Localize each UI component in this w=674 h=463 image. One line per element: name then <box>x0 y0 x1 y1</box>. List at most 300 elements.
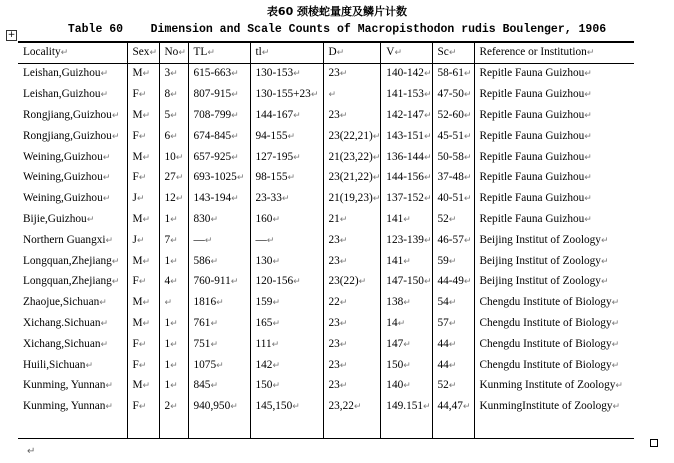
table-row <box>18 230 634 251</box>
table-cell <box>323 85 381 106</box>
cell-value: 144-167 <box>255 108 294 121</box>
cell-value: 23(22,21) <box>328 129 373 142</box>
cell-end-mark-icon: ↵ <box>60 48 69 58</box>
table-cell <box>432 85 474 106</box>
table-cell <box>432 397 474 418</box>
cell-value: F <box>132 88 139 101</box>
cell-end-mark-icon: ↵ <box>216 298 224 309</box>
table-row <box>18 376 634 397</box>
cell-value: 127-195 <box>255 150 294 163</box>
table-cell <box>432 126 474 147</box>
cell-end-mark-icon: ↵ <box>178 48 186 58</box>
cell-end-mark-icon: ↵ <box>272 298 280 309</box>
table-cell <box>18 126 127 147</box>
cell-end-mark-icon: ↵ <box>261 48 270 58</box>
cell-value: Repitle Fauna Guizhou <box>479 88 585 101</box>
cell-value: 50-58 <box>437 150 464 163</box>
cell-end-mark-icon: ↵ <box>142 256 151 267</box>
cell-end-mark-icon: ↵ <box>339 339 348 350</box>
cell-end-mark-icon: ↵ <box>170 360 178 371</box>
cell-value: Repitle Fauna Guizhou <box>479 150 585 163</box>
cell-value: Weining,Guizhou <box>23 192 103 205</box>
column-header <box>159 42 188 64</box>
cell-end-mark-icon: ↵ <box>358 277 367 288</box>
cell-value: 57 <box>437 316 449 329</box>
table-cell <box>188 376 250 397</box>
cell-value: 44 <box>437 358 449 371</box>
cell-end-mark-icon: ↵ <box>339 256 348 267</box>
table-cell <box>323 210 381 231</box>
cell-value: 586 <box>193 254 211 267</box>
table-cell <box>474 397 634 418</box>
cell-value: 45-51 <box>437 129 464 142</box>
table-cell <box>381 230 432 251</box>
table-cell-empty <box>474 418 634 439</box>
table-cell <box>323 64 381 85</box>
table-cell <box>250 314 323 335</box>
column-header-label: tl <box>255 46 262 58</box>
cell-end-mark-icon: ↵ <box>423 194 432 205</box>
cell-value: 12 <box>164 192 176 205</box>
cell-end-mark-icon: ↵ <box>584 194 592 205</box>
cell-value: 4 <box>164 275 171 288</box>
table-cell-empty <box>188 418 250 439</box>
cell-value: 142-147 <box>386 108 424 121</box>
table-row <box>18 334 634 355</box>
table-cell <box>474 230 634 251</box>
cell-end-mark-icon: ↵ <box>339 69 348 80</box>
column-header-label: Locality <box>23 46 61 58</box>
table-cell <box>474 85 634 106</box>
table-cell <box>381 147 432 168</box>
cell-end-mark-icon: ↵ <box>111 110 120 121</box>
table-cell <box>18 293 127 314</box>
cell-value: — <box>193 233 205 246</box>
cell-value: M <box>132 150 143 163</box>
column-header <box>474 42 634 64</box>
table-row <box>18 85 634 106</box>
cell-value: 142 <box>255 358 273 371</box>
cell-value: F <box>132 275 139 288</box>
cell-end-mark-icon: ↵ <box>138 131 147 142</box>
table-cell <box>474 251 634 272</box>
cell-end-mark-icon: ↵ <box>86 214 95 225</box>
table-cell <box>474 106 634 127</box>
cell-end-mark-icon: ↵ <box>85 360 93 371</box>
table-row <box>18 126 634 147</box>
table-cell <box>159 106 188 127</box>
cell-value: Longquan,Zhejiang <box>23 254 112 267</box>
cell-value: 23(22) <box>328 275 359 288</box>
cell-value: Chengdu Institute of Biology <box>479 296 612 309</box>
cell-end-mark-icon: ↵ <box>600 277 609 288</box>
cell-value: 23 <box>328 358 340 371</box>
cell-end-mark-icon: ↵ <box>136 194 145 205</box>
table-cell <box>188 210 250 231</box>
cell-end-mark-icon: ↵ <box>448 214 457 225</box>
table-cell-empty <box>381 418 432 439</box>
cell-end-mark-icon: ↵ <box>170 131 178 142</box>
table-cell <box>188 189 250 210</box>
cell-value: 130-153 <box>255 67 294 80</box>
table-cell <box>188 230 250 251</box>
cell-value: 940,950 <box>193 400 231 413</box>
table-cell <box>250 397 323 418</box>
table-cell <box>188 293 250 314</box>
cell-end-mark-icon: ↵ <box>448 48 457 58</box>
table-cell <box>18 334 127 355</box>
cell-end-mark-icon: ↵ <box>339 360 348 371</box>
cell-value: 21 <box>328 212 340 225</box>
table-cell <box>250 189 323 210</box>
table-cell <box>18 397 127 418</box>
cell-end-mark-icon: ↵ <box>138 90 147 101</box>
cell-value: Rongjiang,Guizhou <box>23 108 112 121</box>
cell-end-mark-icon: ↵ <box>170 214 178 225</box>
table-cell <box>188 168 250 189</box>
table-cell <box>188 314 250 335</box>
cell-value: 44 <box>437 337 449 350</box>
cell-value: 830 <box>193 212 211 225</box>
cell-value: Longquan,Zhejiang <box>23 275 112 288</box>
cell-end-mark-icon: ↵ <box>463 235 472 246</box>
table-cell <box>18 251 127 272</box>
table-cell <box>188 64 250 85</box>
cell-end-mark-icon: ↵ <box>105 381 113 392</box>
cell-end-mark-icon: ↵ <box>611 318 620 329</box>
cell-value: 150 <box>386 358 404 371</box>
cell-value: 37-48 <box>437 171 464 184</box>
cell-end-mark-icon: ↵ <box>170 339 178 350</box>
table-cell <box>381 106 432 127</box>
cell-end-mark-icon: ↵ <box>102 152 111 163</box>
table-cell <box>323 272 381 293</box>
cell-end-mark-icon: ↵ <box>210 381 218 392</box>
cell-end-mark-icon: ↵ <box>111 277 120 288</box>
cell-value: 145,150 <box>255 400 293 413</box>
table-cell <box>381 334 432 355</box>
cell-end-mark-icon: ↵ <box>423 235 432 246</box>
cell-value: 760-911 <box>193 275 231 288</box>
cell-end-mark-icon: ↵ <box>584 110 592 121</box>
cell-value: 143-194 <box>193 192 232 205</box>
cell-end-mark-icon: ↵ <box>403 298 411 309</box>
cell-value: M <box>132 212 143 225</box>
cell-end-mark-icon: ↵ <box>584 152 592 163</box>
table-cell <box>250 355 323 376</box>
table-cell <box>159 251 188 272</box>
cell-end-mark-icon: ↵ <box>111 256 120 267</box>
table-cell <box>432 293 474 314</box>
cell-end-mark-icon: ↵ <box>142 381 151 392</box>
cell-value: 23,22 <box>328 400 354 413</box>
cell-value: 23 <box>328 337 340 350</box>
cell-end-mark-icon: ↵ <box>403 360 411 371</box>
cell-end-mark-icon: ↵ <box>170 402 178 413</box>
cell-end-mark-icon: ↵ <box>138 339 147 350</box>
column-header <box>250 42 323 64</box>
cell-value: 7 <box>164 233 171 246</box>
cell-value: F <box>132 358 139 371</box>
table-cell <box>159 334 188 355</box>
cell-end-mark-icon: ↵ <box>175 152 184 163</box>
cell-value: Kunming, Yunnan <box>23 379 106 392</box>
cell-value: 23(21,22) <box>328 171 373 184</box>
table-row <box>18 251 634 272</box>
column-header-label: TL <box>193 46 208 58</box>
cell-value: 138 <box>386 296 404 309</box>
cell-end-mark-icon: ↵ <box>336 48 345 58</box>
table-cell <box>323 397 381 418</box>
cell-end-mark-icon: ↵ <box>584 90 592 101</box>
cell-end-mark-icon: ↵ <box>584 214 592 225</box>
cell-value: Zhaojue,Sichuan <box>23 296 100 309</box>
table-cell <box>127 355 159 376</box>
cell-end-mark-icon: ↵ <box>210 318 218 329</box>
table-cell <box>381 85 432 106</box>
table-cell <box>250 147 323 168</box>
paragraph-mark-icon: ↵ <box>27 446 36 457</box>
cell-value: 21(19,23) <box>328 192 373 205</box>
table-cell <box>250 272 323 293</box>
table-cell <box>250 106 323 127</box>
cell-value: 708-799 <box>193 108 232 121</box>
table-title-english: Table 60 Dimension and Scale Counts of Macropisthodon rudis Boulenger, 1906 <box>67 23 607 36</box>
cell-value: M <box>132 67 143 80</box>
cell-end-mark-icon: ↵ <box>170 318 178 329</box>
table-cell <box>381 272 432 293</box>
cell-value: 58-61 <box>437 67 464 80</box>
cell-end-mark-icon: ↵ <box>397 318 406 329</box>
cell-end-mark-icon: ↵ <box>293 110 301 121</box>
cell-end-mark-icon: ↵ <box>600 256 609 267</box>
cell-end-mark-icon: ↵ <box>100 339 109 350</box>
cell-end-mark-icon: ↵ <box>142 318 151 329</box>
cell-value: — <box>255 233 267 246</box>
table-cell <box>323 230 381 251</box>
table-cell <box>250 64 323 85</box>
cell-end-mark-icon: ↵ <box>170 69 178 80</box>
cell-value: 23-33 <box>255 192 282 205</box>
cell-end-mark-icon: ↵ <box>584 173 592 184</box>
table-row <box>18 397 634 418</box>
table-cell <box>127 85 159 106</box>
cell-value: 23 <box>328 254 340 267</box>
cell-end-mark-icon: ↵ <box>372 173 381 184</box>
cell-end-mark-icon: ↵ <box>463 277 472 288</box>
table-cell <box>323 314 381 335</box>
table-cell <box>432 376 474 397</box>
table-cell <box>18 376 127 397</box>
cell-end-mark-icon: ↵ <box>423 90 432 101</box>
cell-end-mark-icon: ↵ <box>372 152 381 163</box>
cell-value: Huili,Sichuan <box>23 358 86 371</box>
cell-value: Leishan,Guizhou <box>23 67 101 80</box>
cell-value: 52 <box>437 212 449 225</box>
cell-value: 47-50 <box>437 88 464 101</box>
cell-end-mark-icon: ↵ <box>170 90 178 101</box>
table-cell <box>18 168 127 189</box>
column-header-label: Reference or Institution <box>479 46 587 58</box>
table-cell <box>474 355 634 376</box>
table-cell <box>188 272 250 293</box>
table-cell <box>432 251 474 272</box>
cell-value: 1816 <box>193 296 217 309</box>
table-cell <box>159 230 188 251</box>
cell-end-mark-icon: ↵ <box>403 381 411 392</box>
table-row <box>18 168 634 189</box>
table-row <box>18 210 634 231</box>
table-resize-handle-icon[interactable] <box>650 439 658 447</box>
table-cell <box>432 168 474 189</box>
table-cell <box>159 397 188 418</box>
cell-value: 657-925 <box>193 150 232 163</box>
cell-end-mark-icon: ↵ <box>339 381 348 392</box>
cell-value: 159 <box>255 296 273 309</box>
table-cell <box>127 397 159 418</box>
table-cell <box>474 293 634 314</box>
cell-value: 751 <box>193 337 211 350</box>
cell-end-mark-icon: ↵ <box>210 214 218 225</box>
cell-end-mark-icon: ↵ <box>175 194 184 205</box>
cell-value: 160 <box>255 212 273 225</box>
cell-value: 1 <box>164 316 171 329</box>
table-cell <box>381 251 432 272</box>
cell-value: 140 <box>386 379 404 392</box>
cell-end-mark-icon: ↵ <box>164 298 173 309</box>
table-cell <box>18 230 127 251</box>
cell-end-mark-icon: ↵ <box>170 277 178 288</box>
table-cell <box>474 334 634 355</box>
cell-value: Repitle Fauna Guizhou <box>479 108 585 121</box>
cell-end-mark-icon: ↵ <box>142 152 151 163</box>
cell-value: 165 <box>255 316 273 329</box>
table-row <box>18 355 634 376</box>
table-cell <box>381 210 432 231</box>
table-cell <box>381 355 432 376</box>
cell-end-mark-icon: ↵ <box>272 381 280 392</box>
cell-value: 5 <box>164 108 171 121</box>
cell-end-mark-icon: ↵ <box>339 110 348 121</box>
table-cell <box>323 168 381 189</box>
cell-value: Beijing Institut of Zoology <box>479 254 601 267</box>
cell-end-mark-icon: ↵ <box>149 48 157 58</box>
cell-value: M <box>132 316 143 329</box>
cell-value: F <box>132 400 139 413</box>
table-cell <box>18 147 127 168</box>
cell-value: Xichang.Sichuan <box>23 316 101 329</box>
cell-end-mark-icon: ↵ <box>138 277 147 288</box>
cell-value: Weining,Guizhou <box>23 171 103 184</box>
cell-end-mark-icon: ↵ <box>105 235 114 246</box>
table-cell <box>127 230 159 251</box>
table-row <box>18 147 634 168</box>
cell-end-mark-icon: ↵ <box>600 235 609 246</box>
cell-value: 1 <box>164 379 171 392</box>
cell-value: 23 <box>328 379 340 392</box>
cell-end-mark-icon: ↵ <box>448 256 457 267</box>
cell-end-mark-icon: ↵ <box>611 360 620 371</box>
cell-value: 1075 <box>193 358 217 371</box>
cell-value: 52-60 <box>437 108 464 121</box>
table-cell <box>432 147 474 168</box>
cell-value: Northern Guangxi <box>23 233 106 246</box>
table-cell <box>188 355 250 376</box>
table-cell <box>18 64 127 85</box>
cell-end-mark-icon: ↵ <box>462 402 471 413</box>
cell-end-mark-icon: ↵ <box>463 110 472 121</box>
cell-end-mark-icon: ↵ <box>210 339 218 350</box>
cell-value: 54 <box>437 296 449 309</box>
cell-end-mark-icon: ↵ <box>423 110 432 121</box>
table-cell <box>159 168 188 189</box>
table-cell <box>127 168 159 189</box>
cell-end-mark-icon: ↵ <box>423 277 432 288</box>
cell-end-mark-icon: ↵ <box>231 194 239 205</box>
cell-value: 141-153 <box>386 88 424 101</box>
cell-value: 23 <box>328 233 340 246</box>
table-cell <box>250 210 323 231</box>
table-cell <box>432 272 474 293</box>
cell-end-mark-icon: ↵ <box>403 214 411 225</box>
cell-end-mark-icon: ↵ <box>138 360 147 371</box>
cell-value: 144-156 <box>386 171 424 184</box>
table-cell <box>381 314 432 335</box>
table-row-empty <box>18 418 634 439</box>
table-cell <box>159 293 188 314</box>
cell-end-mark-icon: ↵ <box>287 131 296 142</box>
table-cell <box>18 106 127 127</box>
cell-value: Beijing Institut of Zoology <box>479 275 601 288</box>
cell-end-mark-icon: ↵ <box>293 277 301 288</box>
table-cell <box>18 85 127 106</box>
cell-end-mark-icon: ↵ <box>584 69 592 80</box>
table-cell <box>474 189 634 210</box>
table-cell <box>474 272 634 293</box>
cell-end-mark-icon: ↵ <box>231 110 239 121</box>
column-header-label: No <box>164 46 179 58</box>
table-cell-empty <box>159 418 188 439</box>
table-move-handle-icon[interactable]: + <box>7 30 16 40</box>
table-cell <box>159 85 188 106</box>
cell-value: 21(23,22) <box>328 150 373 163</box>
table-cell <box>127 314 159 335</box>
cell-value: 147 <box>386 337 404 350</box>
cell-end-mark-icon: ↵ <box>100 318 109 329</box>
cell-value: 141 <box>386 212 404 225</box>
cell-value: J <box>132 233 137 246</box>
column-header <box>432 42 474 64</box>
cell-end-mark-icon: ↵ <box>175 173 184 184</box>
cell-end-mark-icon: ↵ <box>170 235 178 246</box>
cell-end-mark-icon: ↵ <box>102 194 111 205</box>
cell-value: 14 <box>386 316 398 329</box>
column-header <box>18 42 127 64</box>
table-cell <box>250 376 323 397</box>
table-row <box>18 314 634 335</box>
table-cell <box>432 189 474 210</box>
table-cell <box>159 189 188 210</box>
table-cell <box>188 397 250 418</box>
cell-value: 2 <box>164 400 171 413</box>
cell-value: 98-155 <box>255 171 288 184</box>
table-cell <box>474 64 634 85</box>
table-cell <box>323 126 381 147</box>
table-cell <box>127 272 159 293</box>
table-body <box>18 64 634 439</box>
cell-end-mark-icon: ↵ <box>339 235 348 246</box>
cell-end-mark-icon: ↵ <box>266 235 275 246</box>
